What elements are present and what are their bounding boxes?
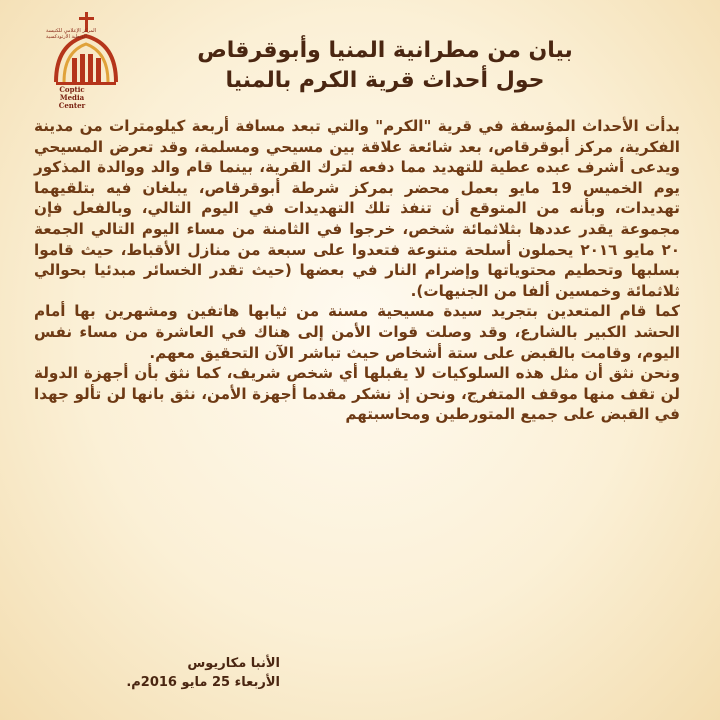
- signature-date: الأربعاء 25 مايو 2016م.: [126, 675, 280, 690]
- paragraph-1: بدأت الأحداث المؤسفة في قرية "الكرم" والتي تبعد مسافة أربعة كيلومترات من مدينة الفكرية، مركز أبوقرقاص، بعد شائعة علاقة بين مسيحي ومسلمة، وقد تعرض المسيحي ويدعى أشرف عبده عطية للتهديد مما دفعه لترك القرية، بينما قام والد ووالدة المذكور يوم الخميس 19 مايو بعمل محضر بمركز شرطة أبوقرقاص، يبلغان فيه بتلقيهما تهديدات، وبأنه من المتوقع أن تنفذ تلك التهديدات في اليوم التالي، وبالفعل فإن مجموعة يقدر عددها بثلاثمائة شخص، خرجوا في الثامنة من مساء اليوم التالي الجمعة ٢٠ مايو ٢٠١٦ يحملون أسلحة متنوعة فتعدوا على سبعة من منازل الأقباط، حيث قاموا بسلبها وتحطيم محتوياتها وإضرام النار في بعضها (حيث تقدر الخسائر مبدئيا بحوالي ثلاثمائة وخمسين ألفا من الجنيهات).: [34, 117, 681, 300]
- statement-title: [150, 36, 620, 96]
- title-line-2: حول أحداث قرية الكرم بالمنيا: [225, 68, 545, 93]
- signature-block: [40, 654, 280, 692]
- coptic-media-center-logo: [22, 10, 122, 112]
- paragraph-3: ونحن نثق أن مثل هذه السلوكيات لا يقبلها أي شخص شريف، كما نثق بأن أجهزة الدولة لن تقف منها موقف المتفرج، ونحن إذ نشكر مقدما أجهزة الأمن، نثق بانها لن تألو جهدا في القبض على جميع المتورطين ومحاسبتهم: [34, 364, 680, 424]
- logo-caption: المركز الإعلامي للكنيسة القبطية الأرثوذكسية: [46, 28, 97, 40]
- signature-name: الأنبا مكاريوس: [187, 656, 280, 671]
- statement-body: [34, 116, 680, 425]
- title-line-1: بيان من مطرانية المنيا وأبوقرقاص: [197, 38, 573, 63]
- logo-name: Coptic Media Center: [58, 85, 86, 110]
- paragraph-2: كما قام المتعدين بتجريد سيدة مسيحية مسنة من ثيابها هاتفين ومشهرين بها أمام الحشد الكبير بالشارع، وقد وصلت قوات الأمن إلى هناك في العاشرة من مساء نفس اليوم، وقامت بالقبض على ستة أشخاص حيث تباشر الآن التحقيق معهم.: [34, 302, 680, 362]
